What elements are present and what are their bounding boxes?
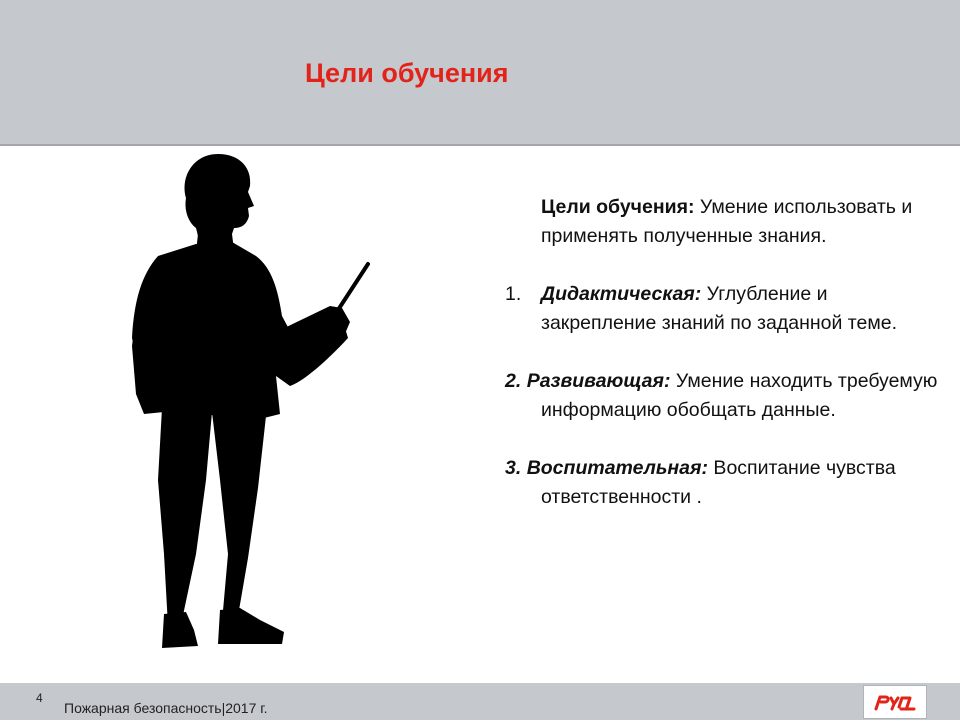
goal-text: Умение находить требуемую информацию обобщать данные. (541, 370, 938, 421)
goal-item-developmental (505, 367, 945, 425)
rzd-logo-icon (863, 685, 927, 719)
goal-number: 1. (505, 283, 522, 305)
footer-text: Пожарная безопасность|2017 г. (64, 700, 268, 716)
goal-item-educational (505, 454, 945, 512)
slide-header (0, 0, 960, 146)
goal-text: Углубление и закрепление знаний по заданной теме. (541, 283, 897, 334)
intro-text: Умение использовать и применять полученные знания. (541, 196, 913, 247)
goal-item-didactic (505, 280, 945, 338)
goal-number: 3. (505, 457, 522, 479)
rzd-logo-mark (864, 686, 926, 718)
page-number: 4 (36, 691, 43, 705)
intro-lead: Цели обучения: (541, 196, 695, 218)
goal-number: 2. (505, 370, 522, 392)
teacher-silhouette-icon (120, 150, 380, 660)
pointer-stick (338, 264, 368, 310)
goal-lead: Воспитательная: (526, 457, 709, 479)
goal-lead: Дидактическая: (541, 283, 702, 305)
slide-title: Цели обучения (305, 58, 509, 88)
goal-text: Воспитание чувства ответственности . (541, 457, 896, 508)
slide-footer (0, 683, 960, 720)
learning-goals-list (505, 193, 945, 541)
goal-lead: Развивающая: (526, 370, 671, 392)
intro-paragraph (505, 193, 945, 251)
